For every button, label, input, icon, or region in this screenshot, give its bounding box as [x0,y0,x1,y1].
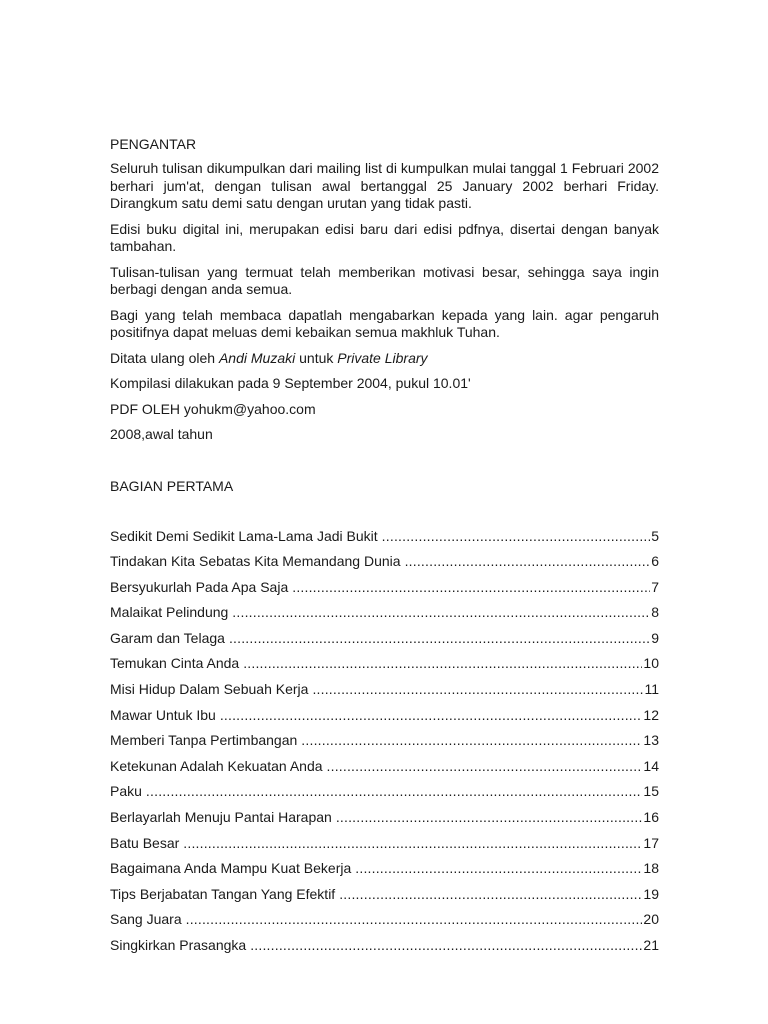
toc-dot-leader [243,654,642,672]
compilation-note: Kompilasi dilakukan pada 9 September 2004, pukul 10.01' [110,375,471,391]
toc-entry-title: Misi Hidup Dalam Sebuah Kerja [110,681,309,698]
toc-entry[interactable] [110,629,659,655]
toc-entry-page-number: 5 [651,527,659,544]
toc-entry-page-number: 13 [643,732,659,749]
toc-entry-page-number: 19 [643,885,659,902]
toc-entry[interactable] [110,808,659,834]
toc-dot-leader [250,936,642,954]
toc-entry-title: Berlayarlah Menuju Pantai Harapan [110,809,332,826]
toc-entry-title: Malaikat Pelindung [110,604,229,621]
intro-paragraph-3: Tulisan-tulisan yang termuat telah memberikan motivasi besar, sehingga saya ingin berbagi dengan anda semua. [110,263,659,297]
toc-entry-title: Bersyukurlah Pada Apa Saja [110,578,289,595]
toc-entry[interactable] [110,578,659,604]
toc-entry[interactable] [110,603,659,629]
toc-entry-title: Paku [110,783,142,800]
toc-dot-leader [336,808,643,826]
toc-entry-page-number: 11 [644,681,659,698]
toc-entry-title: Tips Berjabatan Tangan Yang Efektif [110,885,336,902]
toc-entry[interactable] [110,910,659,936]
toc-entry-title: Sang Juara [110,911,182,928]
toc-entry-title: Temukan Cinta Anda [110,655,240,672]
toc-entry-title: Ketekunan Adalah Kekuatan Anda [110,757,323,774]
credit-library: Private Library [337,349,428,366]
toc-entry[interactable] [110,782,659,808]
toc-entry[interactable] [110,885,659,911]
toc-entry[interactable] [110,552,659,578]
toc-entry-title: Memberi Tanpa Pertimbangan [110,732,298,749]
toc-dot-leader [220,706,643,724]
toc-entry-title: Singkirkan Prasangka [110,937,247,953]
toc-dot-leader [183,834,642,852]
toc-entry-page-number: 7 [651,578,659,595]
toc-entry-page-number: 15 [643,783,659,800]
credit-line [110,350,659,368]
toc-dot-leader [301,731,642,749]
toc-dot-leader [355,859,642,877]
intro-paragraph-1: Seluruh tulisan dikumpulkan dari mailing list di kumpulkan mulai tanggal 1 Februari 2002 berhari jum'at, dengan tulisan awal bertanggal 25 January 2002 berhari Friday. Dirangkum satu demi satu dengan urutan yang tidak pasti. [110,160,659,211]
toc-entry-page-number: 12 [643,706,659,723]
credit-middle: untuk [295,349,338,366]
credit-author: Andi Muzaki [218,349,296,366]
toc-entry-page-number: 10 [643,655,659,672]
toc-entry[interactable] [110,757,659,783]
toc-entry-title: Sedikit Demi Sedikit Lama-Lama Jadi Bukit [110,527,378,544]
toc-entry[interactable] [110,859,659,885]
pdf-author-note: PDF OLEH yohukm@yahoo.com [110,400,316,417]
toc-dot-leader [292,578,650,596]
toc-entry-page-number: 20 [643,911,659,928]
toc-entry-title: Bagaimana Anda Mampu Kuat Bekerja [110,860,352,877]
toc-entry-page-number: 17 [643,834,659,851]
year-note: 2008,awal tahun [110,426,213,442]
toc-entry-page-number: 16 [643,809,659,826]
toc-entry[interactable] [110,936,659,962]
toc-dot-leader [327,757,643,775]
toc-dot-leader [229,629,650,647]
toc-entry-page-number: 6 [651,553,659,570]
toc-entry-page-number: 9 [651,629,659,646]
intro-paragraph-2: Edisi buku digital ini, merupakan edisi baru dari edisi pdfnya, disertai dengan banyak tambahan. [110,220,659,254]
intro-heading: PENGANTAR [110,136,197,152]
credit-prefix: Ditata ulang oleh [110,349,219,366]
toc-dot-leader [146,782,643,800]
toc-dot-leader [232,603,650,621]
toc-entry-title: Tindakan Kita Sebatas Kita Memandang Dunia [110,553,401,570]
toc-dot-leader [339,885,642,903]
intro-paragraph-4: Bagi yang telah membaca dapatlah mengabarkan kepada yang lain. agar pengaruh positifnya dapat meluas demi kebaikan semua makhluk Tuhan. [110,306,659,340]
toc-dot-leader [382,527,651,545]
document-page [110,135,659,962]
toc-entry[interactable] [110,527,659,553]
toc-dot-leader [186,910,643,928]
toc-dot-leader [312,680,643,698]
toc-entry-page-number: 21 [643,937,659,953]
toc-entry-title: Mawar Untuk Ibu [110,706,216,723]
section-heading: BAGIAN PERTAMA [110,477,234,494]
toc-entry-title: Garam dan Telaga [110,629,225,646]
toc-entry-title: Batu Besar [110,834,180,851]
toc-entry-page-number: 8 [651,604,659,621]
toc-entry[interactable] [110,834,659,860]
toc-entry[interactable] [110,706,659,732]
toc-entry[interactable] [110,680,659,706]
toc-dot-leader [405,552,651,570]
toc-entry-page-number: 18 [643,860,659,877]
toc-entry[interactable] [110,731,659,757]
table-of-contents [110,527,659,962]
toc-entry[interactable] [110,654,659,680]
toc-entry-page-number: 14 [643,757,659,774]
